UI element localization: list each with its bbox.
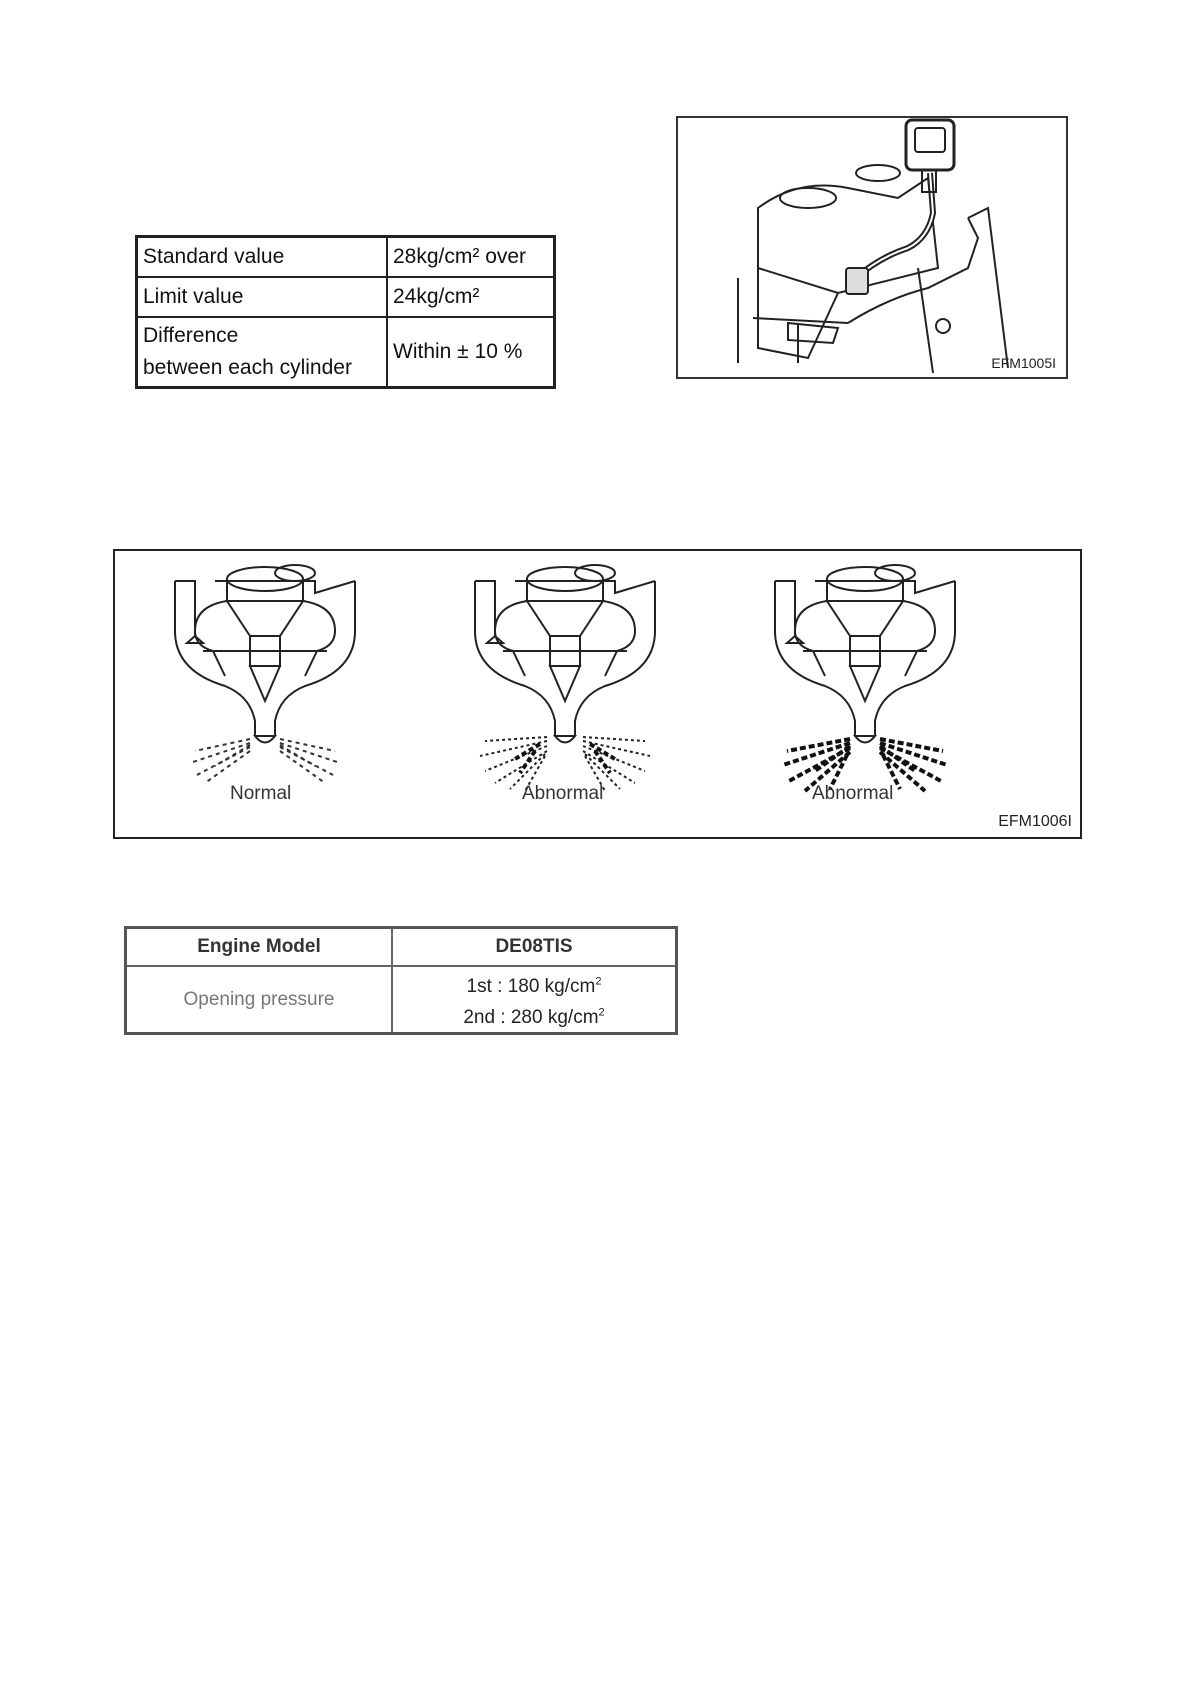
- spec-label-line1: Difference: [143, 324, 239, 347]
- header-engine-model: Engine Model: [126, 928, 393, 967]
- spec-label: Limit value: [137, 277, 388, 317]
- nozzle-normal: [175, 565, 355, 783]
- header-model-value: DE08TIS: [392, 928, 677, 967]
- table-row: [126, 966, 677, 1034]
- injector-spray-figure: [113, 549, 1082, 839]
- pressure-1st: 1st : 180 $kg/cm^2$: [466, 975, 602, 997]
- table-header-row: [126, 928, 677, 967]
- figure-id: EFM1006I: [998, 813, 1072, 830]
- spec-label: [137, 317, 388, 388]
- compression-spec-table: [135, 235, 556, 389]
- pressure-2nd: 2nd : 280 $kg/cm^2$: [463, 1006, 605, 1028]
- table-row: [137, 237, 555, 278]
- spec-label-line2: between each cylinder: [143, 356, 352, 379]
- compression-gauge-illustration: [676, 116, 1068, 379]
- table-row: [137, 317, 555, 388]
- spray-caption-normal: Normal: [230, 783, 292, 804]
- spec-value: Within ± 10 %: [387, 317, 555, 388]
- nozzle-abnormal-2: [775, 565, 955, 791]
- opening-pressure-table: [124, 926, 678, 1035]
- opening-pressure-values: [392, 966, 677, 1034]
- spec-label: Standard value: [137, 237, 388, 278]
- table-row: [137, 277, 555, 317]
- engine-gauge-drawing: [678, 118, 1070, 381]
- figure-id: EFM1005I: [991, 355, 1056, 371]
- nozzle-abnormal-1: [475, 565, 655, 791]
- opening-pressure-label: Opening pressure: [126, 966, 393, 1034]
- spray-caption-abnormal-1: Abnormal: [522, 783, 604, 804]
- spec-value: 24kg/cm²: [387, 277, 555, 317]
- spray-caption-abnormal-2: Abnormal: [812, 783, 894, 804]
- spec-value: 28kg/cm² over: [387, 237, 555, 278]
